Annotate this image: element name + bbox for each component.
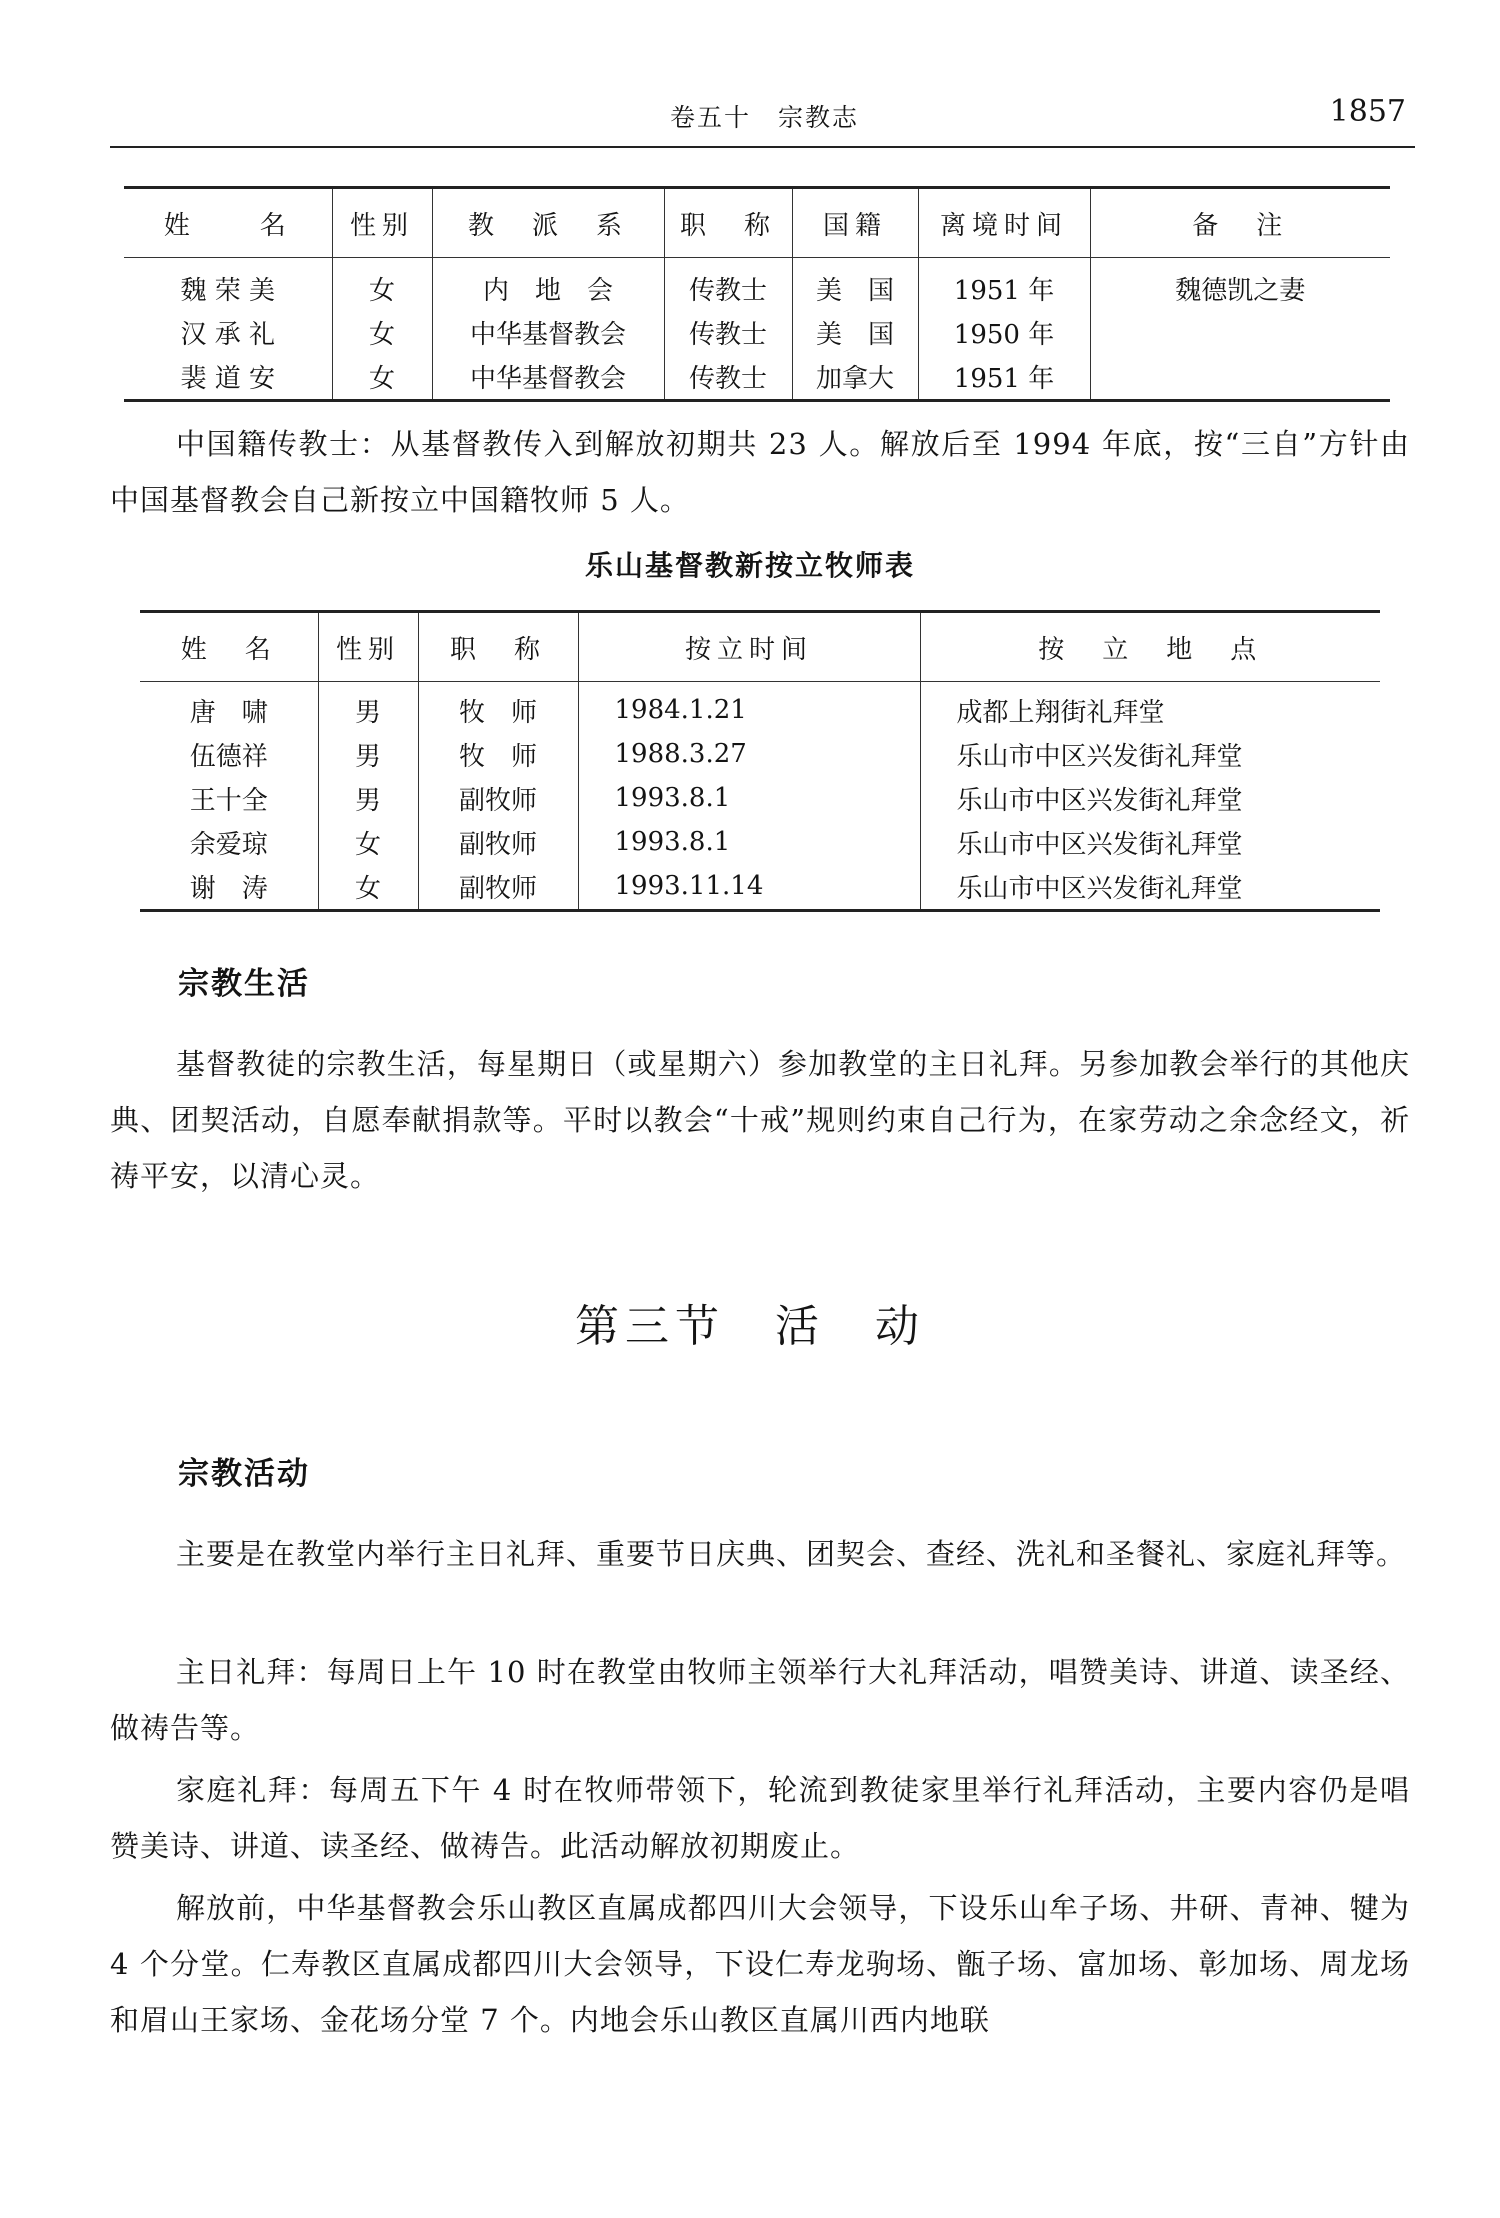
col-header-name: 姓 名 (140, 612, 318, 682)
cell-name: 伍德祥 (140, 732, 318, 776)
cell-departure: 1951 年 (918, 354, 1090, 400)
cell-nationality: 美 国 (792, 258, 918, 311)
cell-ordination-place: 成都上翔街礼拜堂 (920, 682, 1380, 733)
cell-name: 魏 荣 美 (124, 258, 332, 311)
col-header-nationality: 国籍 (792, 188, 918, 258)
missionary-table (124, 186, 1390, 402)
cell-remarks: 魏德凯之妻 (1090, 258, 1390, 311)
table-row (140, 732, 1380, 776)
subheading-religious-activities: 宗教活动 (178, 1456, 310, 1492)
cell-gender: 女 (332, 258, 432, 311)
cell-ordination-place: 乐山市中区兴发街礼拜堂 (920, 864, 1380, 910)
col-header-remarks: 备 注 (1090, 188, 1390, 258)
cell-ordination-place: 乐山市中区兴发街礼拜堂 (920, 820, 1380, 864)
cell-ordination-place: 乐山市中区兴发街礼拜堂 (920, 776, 1380, 820)
cell-name: 余爱琼 (140, 820, 318, 864)
table-row (140, 820, 1380, 864)
cell-title: 副牧师 (418, 864, 578, 910)
paragraph-home-worship: 家庭礼拜：每周五下午 4 时在牧师带领下，轮流到教徒家里举行礼拜活动，主要内容仍是唱赞美诗、讲道、读圣经、做祷告。此活动解放初期废止。 (110, 1773, 1410, 1863)
col-header-departure: 离境时间 (918, 188, 1090, 258)
cell-title: 牧 师 (418, 682, 578, 733)
cell-name: 裴 道 安 (124, 354, 332, 400)
cell-remarks (1090, 354, 1390, 400)
col-header-ordination-place: 按 立 地 点 (920, 612, 1380, 682)
running-head-title: 卷五十 宗教志 (670, 103, 860, 132)
cell-ordination-date: 1988.3.27 (578, 732, 920, 776)
table-row (140, 864, 1380, 910)
cell-ordination-date: 1993.8.1 (578, 820, 920, 864)
table-row (124, 354, 1390, 400)
cell-denomination: 内 地 会 (432, 258, 664, 311)
cell-gender: 女 (318, 820, 418, 864)
col-header-title: 职 称 (664, 188, 792, 258)
section-title: 第三节 活 动 (575, 1301, 925, 1352)
cell-gender: 男 (318, 776, 418, 820)
table-row (140, 776, 1380, 820)
cell-nationality: 加拿大 (792, 354, 918, 400)
cell-denomination: 中华基督教会 (432, 354, 664, 400)
cell-departure: 1950 年 (918, 310, 1090, 354)
paragraph-chinese-missionaries: 中国籍传教士：从基督教传入到解放初期共 23 人。解放后至 1994 年底，按“三自”方针由中国基督教会自己新按立中国籍牧师 5 人。 (110, 427, 1410, 517)
running-head (110, 94, 1410, 142)
cell-gender: 男 (318, 732, 418, 776)
col-header-name: 姓 名 (124, 188, 332, 258)
cell-title: 副牧师 (418, 820, 578, 864)
table-row (140, 682, 1380, 733)
cell-nationality: 美 国 (792, 310, 918, 354)
cell-ordination-place: 乐山市中区兴发街礼拜堂 (920, 732, 1380, 776)
cell-ordination-date: 1984.1.21 (578, 682, 920, 733)
col-header-denomination: 教 派 系 (432, 188, 664, 258)
col-header-title: 职 称 (418, 612, 578, 682)
cell-title: 传教士 (664, 310, 792, 354)
paragraph-sunday-worship: 主日礼拜：每周日上午 10 时在教堂由牧师主领举行大礼拜活动，唱赞美诗、讲道、读圣经、做祷告等。 (110, 1655, 1410, 1745)
cell-title: 传教士 (664, 258, 792, 311)
cell-gender: 女 (332, 354, 432, 400)
table-caption: 乐山基督教新按立牧师表 (584, 549, 915, 582)
cell-gender: 男 (318, 682, 418, 733)
subheading-religious-life: 宗教生活 (178, 966, 310, 1002)
cell-ordination-date: 1993.8.1 (578, 776, 920, 820)
page-number: 1857 (1329, 94, 1406, 129)
table-header-row (124, 188, 1390, 258)
cell-name: 王十全 (140, 776, 318, 820)
paragraph-pre-liberation: 解放前，中华基督教会乐山教区直属成都四川大会领导，下设乐山牟子场、井研、青神、犍为 4 个分堂。仁寿教区直属成都四川大会领导，下设仁寿龙驹场、甑子场、富加场、彰加场、周龙场和眉山王家场、金花场分堂 7 个。内地会乐山教区直属川西内地联 (110, 1891, 1410, 2037)
cell-gender: 女 (318, 864, 418, 910)
cell-denomination: 中华基督教会 (432, 310, 664, 354)
col-header-ordination-date: 按立时间 (578, 612, 920, 682)
cell-name: 唐 啸 (140, 682, 318, 733)
cell-name: 谢 涛 (140, 864, 318, 910)
paragraph-activities-intro: 主要是在教堂内举行主日礼拜、重要节日庆典、团契会、查经、洗礼和圣餐礼、家庭礼拜等。 (176, 1537, 1407, 1571)
col-header-gender: 性别 (318, 612, 418, 682)
header-rule (110, 146, 1415, 148)
table-header-row (140, 612, 1380, 682)
cell-title: 传教士 (664, 354, 792, 400)
table-row (124, 258, 1390, 311)
col-header-gender: 性别 (332, 188, 432, 258)
cell-remarks (1090, 310, 1390, 354)
cell-gender: 女 (332, 310, 432, 354)
table-row (124, 310, 1390, 354)
cell-ordination-date: 1993.11.14 (578, 864, 920, 910)
cell-title: 牧 师 (418, 732, 578, 776)
ordination-table (140, 610, 1380, 912)
cell-departure: 1951 年 (918, 258, 1090, 311)
paragraph-religious-life: 基督教徒的宗教生活，每星期日（或星期六）参加教堂的主日礼拜。另参加教会举行的其他庆典、团契活动，自愿奉献捐款等。平时以教会“十戒”规则约束自己行为，在家劳动之余念经文，祈祷平安，以清心灵。 (110, 1047, 1410, 1193)
cell-title: 副牧师 (418, 776, 578, 820)
cell-name: 汉 承 礼 (124, 310, 332, 354)
